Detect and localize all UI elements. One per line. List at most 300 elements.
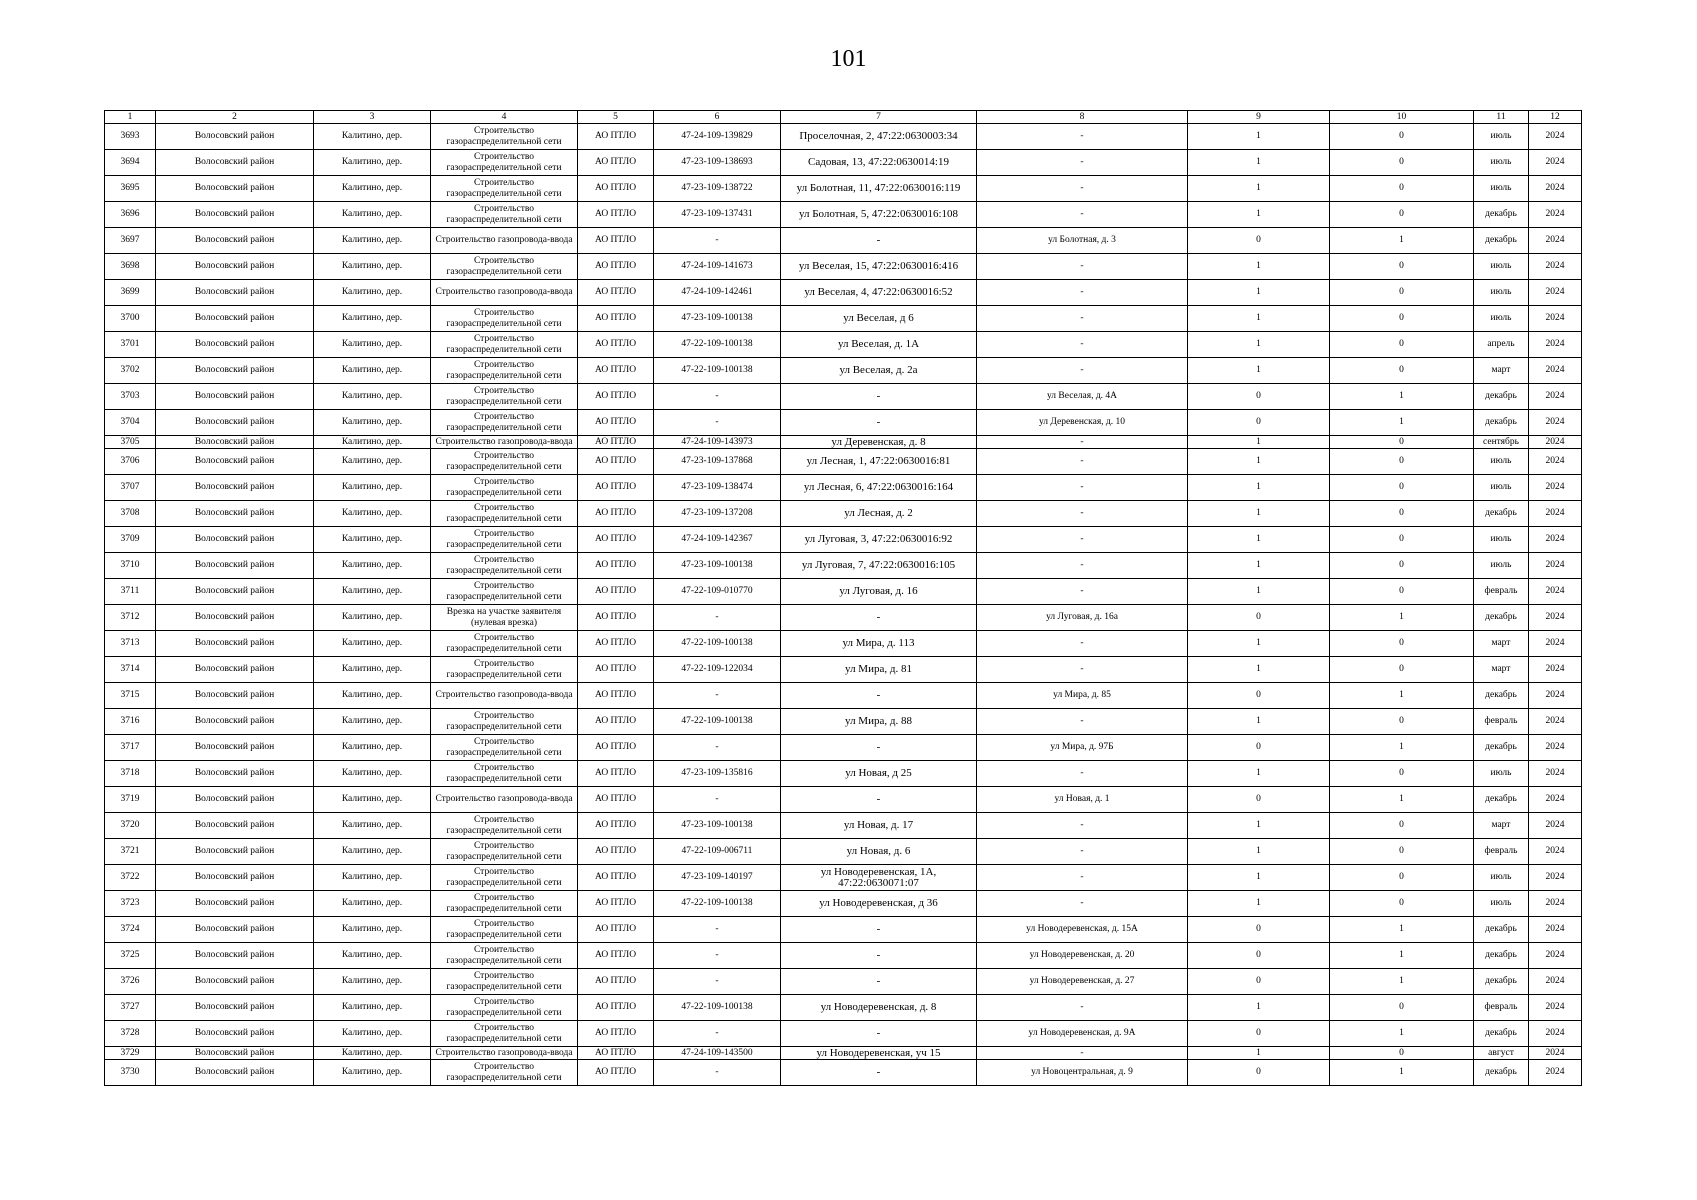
count-cell: 1 bbox=[1330, 969, 1474, 995]
year-cell: 2024 bbox=[1529, 1047, 1582, 1060]
month-cell: декабрь bbox=[1474, 202, 1529, 228]
count-cell: 0 bbox=[1188, 1021, 1330, 1047]
table-row bbox=[105, 384, 1582, 410]
locality-cell: Калитино, дер. bbox=[314, 943, 431, 969]
organization-cell: АО ПТЛО bbox=[578, 969, 654, 995]
count-cell: 1 bbox=[1188, 995, 1330, 1021]
work-type-cell: Строительство газораспределительной сети bbox=[431, 527, 578, 553]
table-row bbox=[105, 410, 1582, 436]
address-cell: - bbox=[781, 605, 977, 631]
address-cell: ул Болотная, 11, 47:22:0630016:119 bbox=[781, 176, 977, 202]
count-cell: 1 bbox=[1330, 1060, 1474, 1086]
count-cell: 0 bbox=[1188, 969, 1330, 995]
locality-cell: Калитино, дер. bbox=[314, 358, 431, 384]
locality-cell: Калитино, дер. bbox=[314, 228, 431, 254]
year-cell: 2024 bbox=[1529, 917, 1582, 943]
table-row bbox=[105, 995, 1582, 1021]
connection-address-cell: - bbox=[977, 176, 1188, 202]
work-type-cell: Строительство газораспределительной сети bbox=[431, 449, 578, 475]
district-cell: Волосовский район bbox=[156, 436, 314, 449]
count-cell: 1 bbox=[1188, 254, 1330, 280]
table-row bbox=[105, 865, 1582, 891]
organization-cell: АО ПТЛО bbox=[578, 501, 654, 527]
table-row bbox=[105, 254, 1582, 280]
month-cell: сентябрь bbox=[1474, 436, 1529, 449]
address-cell: ул Веселая, д. 1А bbox=[781, 332, 977, 358]
count-cell: 1 bbox=[1188, 332, 1330, 358]
count-cell: 0 bbox=[1330, 579, 1474, 605]
connection-address-cell: - bbox=[977, 436, 1188, 449]
count-cell: 0 bbox=[1188, 228, 1330, 254]
district-cell: Волосовский район bbox=[156, 202, 314, 228]
connection-address-cell: - bbox=[977, 839, 1188, 865]
month-cell: июль bbox=[1474, 306, 1529, 332]
count-cell: 1 bbox=[1330, 787, 1474, 813]
month-cell: июль bbox=[1474, 865, 1529, 891]
locality-cell: Калитино, дер. bbox=[314, 657, 431, 683]
column-header: 6 bbox=[654, 111, 781, 124]
organization-cell: АО ПТЛО bbox=[578, 436, 654, 449]
locality-cell: Калитино, дер. bbox=[314, 969, 431, 995]
row-number-cell: 3725 bbox=[105, 943, 156, 969]
month-cell: июль bbox=[1474, 280, 1529, 306]
count-cell: 0 bbox=[1188, 787, 1330, 813]
work-type-cell: Строительство газораспределительной сети bbox=[431, 176, 578, 202]
work-type-cell: Строительство газораспределительной сети bbox=[431, 865, 578, 891]
application-number-cell: - bbox=[654, 917, 781, 943]
address-cell: ул Мира, д. 81 bbox=[781, 657, 977, 683]
address-cell: ул Луговая, д. 16 bbox=[781, 579, 977, 605]
address-cell: - bbox=[781, 917, 977, 943]
row-number-cell: 3720 bbox=[105, 813, 156, 839]
locality-cell: Калитино, дер. bbox=[314, 553, 431, 579]
month-cell: март bbox=[1474, 813, 1529, 839]
count-cell: 0 bbox=[1330, 475, 1474, 501]
register-table bbox=[104, 110, 1582, 1086]
work-type-cell: Строительство газораспределительной сети bbox=[431, 709, 578, 735]
count-cell: 1 bbox=[1188, 358, 1330, 384]
connection-address-cell: - bbox=[977, 631, 1188, 657]
work-type-cell: Строительство газораспределительной сети bbox=[431, 384, 578, 410]
locality-cell: Калитино, дер. bbox=[314, 280, 431, 306]
row-number-cell: 3699 bbox=[105, 280, 156, 306]
column-header: 1 bbox=[105, 111, 156, 124]
district-cell: Волосовский район bbox=[156, 449, 314, 475]
district-cell: Волосовский район bbox=[156, 553, 314, 579]
month-cell: апрель bbox=[1474, 332, 1529, 358]
connection-address-cell: - bbox=[977, 709, 1188, 735]
application-number-cell: 47-23-109-100138 bbox=[654, 813, 781, 839]
table-row bbox=[105, 228, 1582, 254]
column-header: 10 bbox=[1330, 111, 1474, 124]
application-number-cell: 47-22-109-010770 bbox=[654, 579, 781, 605]
work-type-cell: Строительство газопровода-ввода bbox=[431, 1047, 578, 1060]
month-cell: июль bbox=[1474, 891, 1529, 917]
district-cell: Волосовский район bbox=[156, 280, 314, 306]
year-cell: 2024 bbox=[1529, 683, 1582, 709]
connection-address-cell: ул Новодеревенская, д. 9А bbox=[977, 1021, 1188, 1047]
month-cell: июль bbox=[1474, 150, 1529, 176]
organization-cell: АО ПТЛО bbox=[578, 787, 654, 813]
month-cell: декабрь bbox=[1474, 735, 1529, 761]
locality-cell: Калитино, дер. bbox=[314, 150, 431, 176]
count-cell: 0 bbox=[1330, 891, 1474, 917]
year-cell: 2024 bbox=[1529, 865, 1582, 891]
row-number-cell: 3711 bbox=[105, 579, 156, 605]
organization-cell: АО ПТЛО bbox=[578, 176, 654, 202]
organization-cell: АО ПТЛО bbox=[578, 917, 654, 943]
table-row bbox=[105, 1021, 1582, 1047]
address-cell: ул Деревенская, д. 8 bbox=[781, 436, 977, 449]
count-cell: 0 bbox=[1330, 631, 1474, 657]
organization-cell: АО ПТЛО bbox=[578, 254, 654, 280]
locality-cell: Калитино, дер. bbox=[314, 891, 431, 917]
year-cell: 2024 bbox=[1529, 969, 1582, 995]
count-cell: 1 bbox=[1188, 813, 1330, 839]
work-type-cell: Строительство газораспределительной сети bbox=[431, 1060, 578, 1086]
address-cell: ул Луговая, 3, 47:22:0630016:92 bbox=[781, 527, 977, 553]
row-number-cell: 3722 bbox=[105, 865, 156, 891]
connection-address-cell: - bbox=[977, 280, 1188, 306]
count-cell: 1 bbox=[1330, 917, 1474, 943]
organization-cell: АО ПТЛО bbox=[578, 150, 654, 176]
organization-cell: АО ПТЛО bbox=[578, 228, 654, 254]
work-type-cell: Строительство газораспределительной сети bbox=[431, 839, 578, 865]
row-number-cell: 3706 bbox=[105, 449, 156, 475]
organization-cell: АО ПТЛО bbox=[578, 683, 654, 709]
table-row bbox=[105, 813, 1582, 839]
count-cell: 0 bbox=[1330, 527, 1474, 553]
application-number-cell: 47-23-109-100138 bbox=[654, 306, 781, 332]
row-number-cell: 3726 bbox=[105, 969, 156, 995]
table-row bbox=[105, 202, 1582, 228]
year-cell: 2024 bbox=[1529, 813, 1582, 839]
count-cell: 0 bbox=[1188, 943, 1330, 969]
connection-address-cell: - bbox=[977, 475, 1188, 501]
count-cell: 0 bbox=[1330, 306, 1474, 332]
locality-cell: Калитино, дер. bbox=[314, 410, 431, 436]
address-cell: - bbox=[781, 943, 977, 969]
application-number-cell: 47-24-109-143973 bbox=[654, 436, 781, 449]
row-number-cell: 3696 bbox=[105, 202, 156, 228]
application-number-cell: 47-24-109-142367 bbox=[654, 527, 781, 553]
address-cell: - bbox=[781, 969, 977, 995]
column-header: 2 bbox=[156, 111, 314, 124]
address-cell: - bbox=[781, 787, 977, 813]
connection-address-cell: - bbox=[977, 501, 1188, 527]
organization-cell: АО ПТЛО bbox=[578, 735, 654, 761]
work-type-cell: Строительство газораспределительной сети bbox=[431, 553, 578, 579]
work-type-cell: Строительство газораспределительной сети bbox=[431, 332, 578, 358]
year-cell: 2024 bbox=[1529, 631, 1582, 657]
count-cell: 0 bbox=[1330, 995, 1474, 1021]
district-cell: Волосовский район bbox=[156, 410, 314, 436]
address-cell: - bbox=[781, 683, 977, 709]
count-cell: 1 bbox=[1188, 1047, 1330, 1060]
locality-cell: Калитино, дер. bbox=[314, 761, 431, 787]
organization-cell: АО ПТЛО bbox=[578, 761, 654, 787]
application-number-cell: - bbox=[654, 410, 781, 436]
district-cell: Волосовский район bbox=[156, 176, 314, 202]
year-cell: 2024 bbox=[1529, 254, 1582, 280]
locality-cell: Калитино, дер. bbox=[314, 436, 431, 449]
application-number-cell: 47-23-109-137431 bbox=[654, 202, 781, 228]
connection-address-cell: - bbox=[977, 254, 1188, 280]
district-cell: Волосовский район bbox=[156, 150, 314, 176]
organization-cell: АО ПТЛО bbox=[578, 475, 654, 501]
count-cell: 1 bbox=[1330, 683, 1474, 709]
year-cell: 2024 bbox=[1529, 449, 1582, 475]
application-number-cell: 47-23-109-137868 bbox=[654, 449, 781, 475]
address-cell: Садовая, 13, 47:22:0630014:19 bbox=[781, 150, 977, 176]
count-cell: 1 bbox=[1188, 475, 1330, 501]
count-cell: 1 bbox=[1188, 865, 1330, 891]
locality-cell: Калитино, дер. bbox=[314, 332, 431, 358]
district-cell: Волосовский район bbox=[156, 631, 314, 657]
district-cell: Волосовский район bbox=[156, 1047, 314, 1060]
connection-address-cell: - bbox=[977, 358, 1188, 384]
row-number-cell: 3730 bbox=[105, 1060, 156, 1086]
count-cell: 1 bbox=[1188, 657, 1330, 683]
organization-cell: АО ПТЛО bbox=[578, 657, 654, 683]
connection-address-cell: - bbox=[977, 1047, 1188, 1060]
organization-cell: АО ПТЛО bbox=[578, 943, 654, 969]
connection-address-cell: - bbox=[977, 657, 1188, 683]
row-number-cell: 3727 bbox=[105, 995, 156, 1021]
locality-cell: Калитино, дер. bbox=[314, 475, 431, 501]
district-cell: Волосовский район bbox=[156, 605, 314, 631]
month-cell: июль bbox=[1474, 254, 1529, 280]
address-cell: ул Лесная, д. 2 bbox=[781, 501, 977, 527]
work-type-cell: Строительство газораспределительной сети bbox=[431, 1021, 578, 1047]
organization-cell: АО ПТЛО bbox=[578, 1047, 654, 1060]
year-cell: 2024 bbox=[1529, 761, 1582, 787]
address-cell: ул Новая, д. 6 bbox=[781, 839, 977, 865]
organization-cell: АО ПТЛО bbox=[578, 358, 654, 384]
organization-cell: АО ПТЛО bbox=[578, 1060, 654, 1086]
row-number-cell: 3723 bbox=[105, 891, 156, 917]
month-cell: июль bbox=[1474, 449, 1529, 475]
district-cell: Волосовский район bbox=[156, 254, 314, 280]
application-number-cell: - bbox=[654, 1060, 781, 1086]
district-cell: Волосовский район bbox=[156, 1060, 314, 1086]
year-cell: 2024 bbox=[1529, 891, 1582, 917]
work-type-cell: Строительство газопровода-ввода bbox=[431, 280, 578, 306]
month-cell: декабрь bbox=[1474, 787, 1529, 813]
organization-cell: АО ПТЛО bbox=[578, 709, 654, 735]
year-cell: 2024 bbox=[1529, 501, 1582, 527]
application-number-cell: 47-22-109-100138 bbox=[654, 891, 781, 917]
year-cell: 2024 bbox=[1529, 202, 1582, 228]
application-number-cell: 47-22-109-100138 bbox=[654, 709, 781, 735]
count-cell: 1 bbox=[1188, 150, 1330, 176]
locality-cell: Калитино, дер. bbox=[314, 1021, 431, 1047]
locality-cell: Калитино, дер. bbox=[314, 202, 431, 228]
connection-address-cell: - bbox=[977, 449, 1188, 475]
locality-cell: Калитино, дер. bbox=[314, 787, 431, 813]
application-number-cell: - bbox=[654, 605, 781, 631]
count-cell: 1 bbox=[1330, 605, 1474, 631]
work-type-cell: Строительство газораспределительной сети bbox=[431, 891, 578, 917]
application-number-cell: - bbox=[654, 943, 781, 969]
application-number-cell: 47-22-109-100138 bbox=[654, 358, 781, 384]
count-cell: 0 bbox=[1330, 358, 1474, 384]
organization-cell: АО ПТЛО bbox=[578, 891, 654, 917]
count-cell: 1 bbox=[1188, 631, 1330, 657]
district-cell: Волосовский район bbox=[156, 228, 314, 254]
year-cell: 2024 bbox=[1529, 787, 1582, 813]
row-number-cell: 3701 bbox=[105, 332, 156, 358]
row-number-cell: 3700 bbox=[105, 306, 156, 332]
year-cell: 2024 bbox=[1529, 735, 1582, 761]
work-type-cell: Строительство газораспределительной сети bbox=[431, 761, 578, 787]
locality-cell: Калитино, дер. bbox=[314, 995, 431, 1021]
work-type-cell: Строительство газораспределительной сети bbox=[431, 306, 578, 332]
table-row bbox=[105, 917, 1582, 943]
organization-cell: АО ПТЛО bbox=[578, 631, 654, 657]
row-number-cell: 3718 bbox=[105, 761, 156, 787]
organization-cell: АО ПТЛО bbox=[578, 995, 654, 1021]
locality-cell: Калитино, дер. bbox=[314, 709, 431, 735]
application-number-cell: 47-23-109-135816 bbox=[654, 761, 781, 787]
district-cell: Волосовский район bbox=[156, 787, 314, 813]
month-cell: июль bbox=[1474, 553, 1529, 579]
organization-cell: АО ПТЛО bbox=[578, 332, 654, 358]
month-cell: декабрь bbox=[1474, 1060, 1529, 1086]
year-cell: 2024 bbox=[1529, 332, 1582, 358]
row-number-cell: 3721 bbox=[105, 839, 156, 865]
count-cell: 0 bbox=[1330, 332, 1474, 358]
application-number-cell: 47-24-109-139829 bbox=[654, 124, 781, 150]
locality-cell: Калитино, дер. bbox=[314, 1047, 431, 1060]
count-cell: 0 bbox=[1330, 449, 1474, 475]
count-cell: 0 bbox=[1330, 254, 1474, 280]
address-cell: ул Новодеревенская, д. 8 bbox=[781, 995, 977, 1021]
address-cell: - bbox=[781, 228, 977, 254]
organization-cell: АО ПТЛО bbox=[578, 306, 654, 332]
locality-cell: Калитино, дер. bbox=[314, 813, 431, 839]
count-cell: 1 bbox=[1330, 943, 1474, 969]
application-number-cell: - bbox=[654, 969, 781, 995]
column-header: 9 bbox=[1188, 111, 1330, 124]
table-row bbox=[105, 579, 1582, 605]
locality-cell: Калитино, дер. bbox=[314, 917, 431, 943]
year-cell: 2024 bbox=[1529, 605, 1582, 631]
organization-cell: АО ПТЛО bbox=[578, 384, 654, 410]
count-cell: 1 bbox=[1188, 579, 1330, 605]
month-cell: август bbox=[1474, 1047, 1529, 1060]
address-cell: ул Мира, д. 113 bbox=[781, 631, 977, 657]
column-number-header bbox=[105, 111, 1582, 124]
year-cell: 2024 bbox=[1529, 839, 1582, 865]
application-number-cell: 47-22-109-100138 bbox=[654, 631, 781, 657]
table-row bbox=[105, 527, 1582, 553]
count-cell: 1 bbox=[1188, 436, 1330, 449]
address-cell: ул Новодеревенская, 1А, 47:22:0630071:07 bbox=[781, 865, 977, 891]
column-header: 11 bbox=[1474, 111, 1529, 124]
district-cell: Волосовский район bbox=[156, 657, 314, 683]
table-row bbox=[105, 553, 1582, 579]
table-row bbox=[105, 605, 1582, 631]
count-cell: 0 bbox=[1330, 761, 1474, 787]
table-row bbox=[105, 150, 1582, 176]
column-header: 4 bbox=[431, 111, 578, 124]
month-cell: декабрь bbox=[1474, 969, 1529, 995]
work-type-cell: Строительство газораспределительной сети bbox=[431, 631, 578, 657]
district-cell: Волосовский район bbox=[156, 865, 314, 891]
district-cell: Волосовский район bbox=[156, 358, 314, 384]
row-number-cell: 3704 bbox=[105, 410, 156, 436]
organization-cell: АО ПТЛО bbox=[578, 410, 654, 436]
row-number-cell: 3694 bbox=[105, 150, 156, 176]
district-cell: Волосовский район bbox=[156, 683, 314, 709]
count-cell: 1 bbox=[1188, 280, 1330, 306]
address-cell: - bbox=[781, 1060, 977, 1086]
application-number-cell: 47-23-109-138693 bbox=[654, 150, 781, 176]
district-cell: Волосовский район bbox=[156, 527, 314, 553]
count-cell: 1 bbox=[1188, 553, 1330, 579]
application-number-cell: - bbox=[654, 787, 781, 813]
locality-cell: Калитино, дер. bbox=[314, 1060, 431, 1086]
count-cell: 0 bbox=[1188, 917, 1330, 943]
district-cell: Волосовский район bbox=[156, 332, 314, 358]
locality-cell: Калитино, дер. bbox=[314, 254, 431, 280]
organization-cell: АО ПТЛО bbox=[578, 579, 654, 605]
work-type-cell: Строительство газораспределительной сети bbox=[431, 917, 578, 943]
address-cell: ул Новая, д. 17 bbox=[781, 813, 977, 839]
row-number-cell: 3724 bbox=[105, 917, 156, 943]
year-cell: 2024 bbox=[1529, 306, 1582, 332]
organization-cell: АО ПТЛО bbox=[578, 202, 654, 228]
row-number-cell: 3697 bbox=[105, 228, 156, 254]
count-cell: 0 bbox=[1188, 410, 1330, 436]
month-cell: март bbox=[1474, 631, 1529, 657]
count-cell: 0 bbox=[1330, 176, 1474, 202]
application-number-cell: 47-23-109-137208 bbox=[654, 501, 781, 527]
work-type-cell: Строительство газораспределительной сети bbox=[431, 150, 578, 176]
work-type-cell: Строительство газопровода-ввода bbox=[431, 683, 578, 709]
connection-address-cell: ул Луговая, д. 16а bbox=[977, 605, 1188, 631]
work-type-cell: Строительство газораспределительной сети bbox=[431, 358, 578, 384]
work-type-cell: Строительство газораспределительной сети bbox=[431, 254, 578, 280]
work-type-cell: Строительство газораспределительной сети bbox=[431, 995, 578, 1021]
locality-cell: Калитино, дер. bbox=[314, 501, 431, 527]
address-cell: ул Веселая, 15, 47:22:0630016:416 bbox=[781, 254, 977, 280]
organization-cell: АО ПТЛО bbox=[578, 527, 654, 553]
work-type-cell: Строительство газораспределительной сети bbox=[431, 202, 578, 228]
connection-address-cell: ул Новодеревенская, д. 15А bbox=[977, 917, 1188, 943]
count-cell: 1 bbox=[1188, 176, 1330, 202]
connection-address-cell: - bbox=[977, 995, 1188, 1021]
address-cell: ул Веселая, д. 2а bbox=[781, 358, 977, 384]
application-number-cell: - bbox=[654, 384, 781, 410]
district-cell: Волосовский район bbox=[156, 761, 314, 787]
locality-cell: Калитино, дер. bbox=[314, 683, 431, 709]
count-cell: 0 bbox=[1188, 735, 1330, 761]
address-cell: ул Луговая, 7, 47:22:0630016:105 bbox=[781, 553, 977, 579]
application-number-cell: 47-24-109-142461 bbox=[654, 280, 781, 306]
row-number-cell: 3728 bbox=[105, 1021, 156, 1047]
application-number-cell: 47-24-109-143500 bbox=[654, 1047, 781, 1060]
table-row bbox=[105, 475, 1582, 501]
table-row bbox=[105, 657, 1582, 683]
organization-cell: АО ПТЛО bbox=[578, 605, 654, 631]
connection-address-cell: - bbox=[977, 332, 1188, 358]
month-cell: июль bbox=[1474, 527, 1529, 553]
year-cell: 2024 bbox=[1529, 124, 1582, 150]
district-cell: Волосовский район bbox=[156, 969, 314, 995]
work-type-cell: Строительство газораспределительной сети bbox=[431, 657, 578, 683]
